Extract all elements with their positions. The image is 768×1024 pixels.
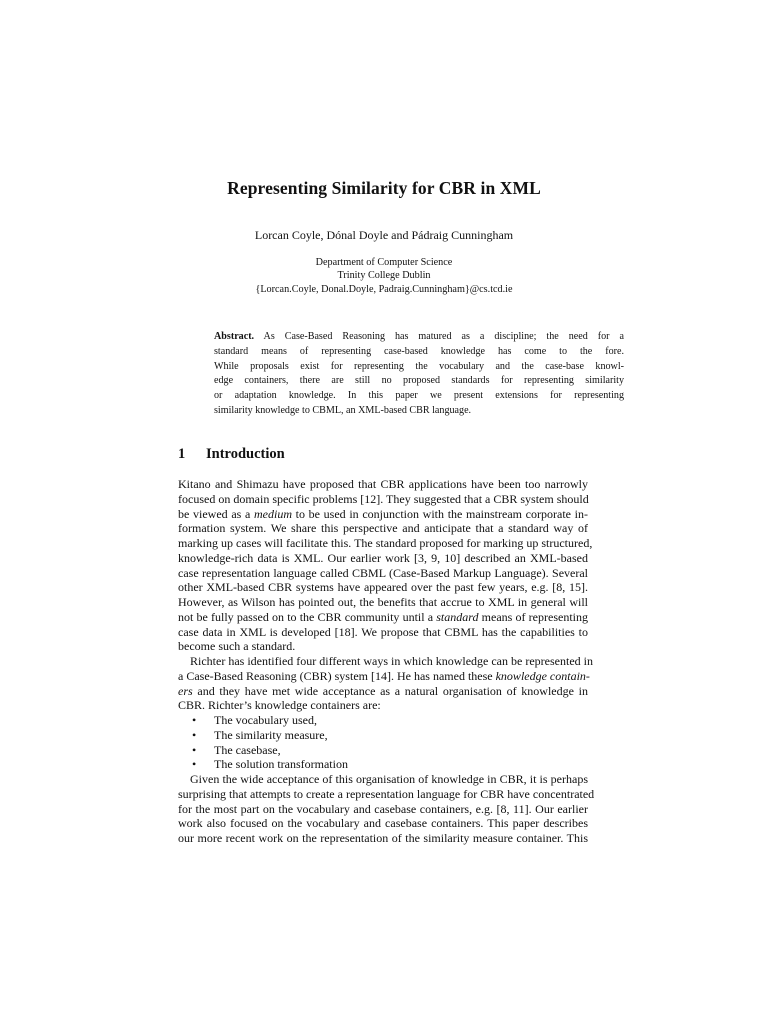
paragraph-line: ers and they have met wide acceptance as a natural organisation of knowledge in (178, 683, 588, 698)
paragraph-line: formation system. We share this perspective and anticipate that a standard way of (178, 521, 588, 536)
list-item: • The similarity measure, (192, 727, 328, 742)
emphasis: knowledge contain- (495, 668, 590, 683)
paragraph-line: case data in XML is developed [18]. We propose that CBML has the capabilities to (178, 624, 588, 639)
body-text (178, 477, 595, 846)
abstract-line: While proposals exist for representing the vocabulary and the case-base knowl- (214, 360, 624, 372)
emphasis: standard (436, 609, 479, 624)
department: Department of Computer Science (315, 257, 453, 268)
institution: Trinity College Dublin (337, 270, 431, 282)
list-item: • The casebase, (192, 742, 281, 757)
bullet-icon: • (192, 742, 197, 757)
affiliation-block (0, 256, 768, 296)
section-heading (178, 446, 285, 463)
paragraph-line: Kitano and Shimazu have proposed that CBR applications have been too narrowly (178, 477, 588, 491)
paragraph-line: become such a standard. (178, 639, 296, 654)
emphasis: ers (178, 683, 193, 698)
abstract-line: standard means of representing case-based knowledge has come to the fore. (214, 345, 624, 357)
paragraph-line: focused on domain specific problems [12]. They suggested that a CBR system should (178, 491, 589, 506)
paragraph-line: Given the wide acceptance of this organisation of knowledge in CBR, it is perhaps (190, 772, 588, 786)
emphasis: medium (254, 506, 292, 521)
list-item: • The vocabulary used, (192, 713, 317, 727)
paragraph-line: Richter has identified four different ways in which knowledge can be represented in (190, 654, 593, 668)
list-item: • The solution transformation (192, 757, 348, 772)
abstract-line: edge containers, there are still no proposed standards for representing similarity (214, 375, 624, 387)
paragraph-line: other XML-based CBR systems have appeared over the past few years, e.g. [8, 15]. (178, 580, 588, 595)
paragraph-line: work also focused on the vocabulary and casebase containers. This paper describes (178, 816, 588, 831)
paragraph-line: our more recent work on the representation of the similarity measure container. This (178, 831, 588, 845)
section-number: 1 (178, 446, 186, 462)
abstract-label: Abstract. (214, 331, 255, 342)
abstract (214, 330, 624, 419)
paragraph-line: be viewed as a medium to be used in conjunction with the mainstream corporate in- (178, 506, 588, 521)
paper-title: Representing Similarity for CBR in XML (227, 178, 541, 198)
abstract-line: or adaptation knowledge. In this paper we present extensions for representing (214, 390, 624, 401)
bullet-icon: • (192, 757, 197, 772)
author-emails: {Lorcan.Coyle, Donal.Doyle, Padraig.Cunningham}@cs.tcd.ie (255, 283, 513, 295)
paragraph-line: for the most part on the vocabulary and casebase containers, e.g. [8, 11]. Our earlier (178, 801, 588, 816)
bullet-icon: • (192, 727, 197, 742)
abstract-line: Abstract. As Case-Based Reasoning has matured as a discipline; the need for a (214, 331, 624, 342)
bullet-icon: • (192, 713, 197, 727)
paragraph-line: a Case-Based Reasoning (CBR) system [14]. He has named these knowledge contain- (178, 668, 590, 683)
paragraph-line: CBR. Richter’s knowledge containers are: (178, 698, 381, 713)
section-title: Introduction (206, 446, 285, 462)
paragraph-line: marking up cases will facilitate this. The standard proposed for marking up structured, (178, 536, 593, 550)
paragraph-line: not be fully passed on to the CBR community until a standard means of representing (178, 609, 588, 624)
abstract-line: similarity knowledge to CBML, an XML-based CBR language. (214, 404, 472, 416)
paragraph-line: surprising that attempts to create a representation language for CBR have concentrated (178, 786, 595, 801)
paragraph-line: knowledge-rich data is XML. Our earlier work [3, 9, 10] described an XML-based (178, 550, 588, 565)
paragraph-line: case representation language called CBML (Case-Based Markup Language). Several (178, 565, 588, 580)
author-list: Lorcan Coyle, Dónal Doyle and Pádraig Cunningham (254, 228, 514, 242)
paragraph-line: However, as Wilson has pointed out, the benefits that accrue to XML in general will (178, 595, 588, 609)
